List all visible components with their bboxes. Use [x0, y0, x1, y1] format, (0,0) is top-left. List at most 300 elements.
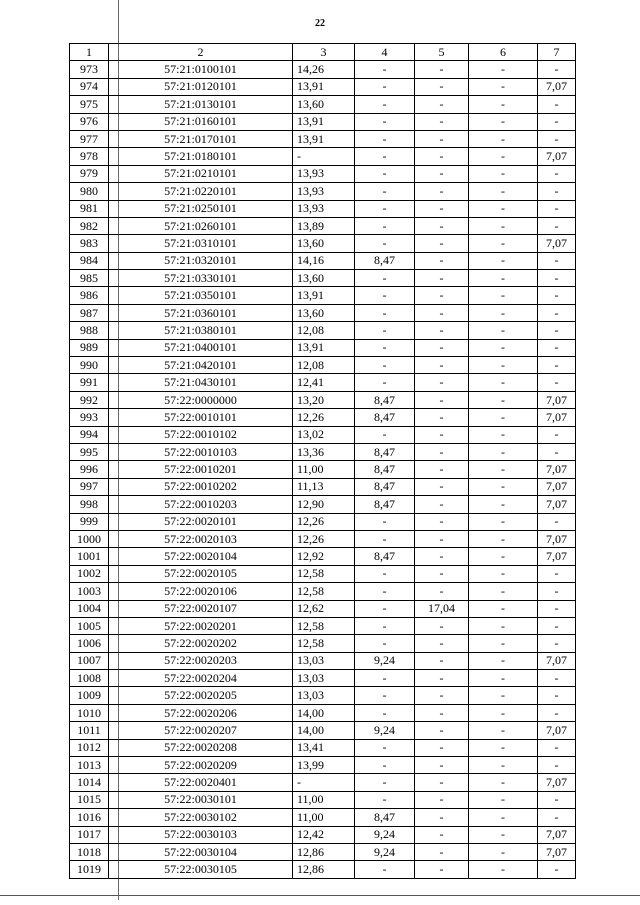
table-cell: 991	[70, 374, 109, 391]
table-cell: -	[415, 548, 469, 565]
table-cell: 57:21:0400101	[109, 339, 293, 356]
table-cell: 1015	[70, 791, 109, 808]
table-cell: -	[355, 617, 415, 634]
table-cell: -	[469, 496, 538, 513]
table-cell: 1017	[70, 826, 109, 843]
table-cell: -	[469, 548, 538, 565]
table-cell: 57:21:0360101	[109, 304, 293, 321]
table-cell: 998	[70, 496, 109, 513]
table-cell: 9,24	[355, 652, 415, 669]
table-cell: 57:22:0020103	[109, 530, 293, 547]
table-cell: 997	[70, 478, 109, 495]
table-cell: 989	[70, 339, 109, 356]
table-cell: -	[538, 513, 576, 530]
table-cell: 57:21:0310101	[109, 235, 293, 252]
table-cell: 57:22:0020101	[109, 513, 293, 530]
table-cell: -	[415, 687, 469, 704]
table-cell: -	[538, 583, 576, 600]
table-cell: -	[469, 861, 538, 878]
table-cell: 57:22:0020205	[109, 687, 293, 704]
table-cell: 57:21:0130101	[109, 96, 293, 113]
table-cell: 996	[70, 461, 109, 478]
table-cell: -	[538, 374, 576, 391]
table-cell: 12,08	[293, 322, 355, 339]
table-cell: 7,07	[538, 826, 576, 843]
table-cell: 57:22:0020105	[109, 565, 293, 582]
table-cell: -	[469, 270, 538, 287]
table-cell: 11,13	[293, 478, 355, 495]
table-row	[70, 548, 576, 565]
table-cell: -	[415, 165, 469, 182]
table-cell: 13,20	[293, 391, 355, 408]
table-cell: -	[415, 861, 469, 878]
table-row	[70, 704, 576, 721]
table-cell: 57:22:0020104	[109, 548, 293, 565]
table-cell: -	[538, 617, 576, 634]
table-cell: 7,07	[538, 78, 576, 95]
table-cell: -	[355, 113, 415, 130]
table-cell: -	[469, 217, 538, 234]
table-cell: 992	[70, 391, 109, 408]
table-cell: 8,47	[355, 252, 415, 269]
table-cell: -	[415, 148, 469, 165]
table-cell: 13,91	[293, 78, 355, 95]
table-cell: 12,62	[293, 600, 355, 617]
table-row	[70, 496, 576, 513]
table-row	[70, 113, 576, 130]
table-cell: -	[355, 600, 415, 617]
table-cell: -	[415, 304, 469, 321]
table-cell: 57:22:0020401	[109, 774, 293, 791]
table-cell: -	[469, 530, 538, 547]
table-cell: 12,08	[293, 357, 355, 374]
table-cell: 1004	[70, 600, 109, 617]
table-cell: -	[415, 635, 469, 652]
table-cell: 13,93	[293, 183, 355, 200]
table-cell: 13,89	[293, 217, 355, 234]
scan-bottom-line	[0, 895, 640, 896]
table-cell: 1000	[70, 530, 109, 547]
table-cell: -	[355, 357, 415, 374]
table-cell: 57:21:0350101	[109, 287, 293, 304]
table-cell: -	[538, 757, 576, 774]
table-row	[70, 652, 576, 669]
table-cell: 1012	[70, 739, 109, 756]
table-cell: 13,91	[293, 130, 355, 147]
table-cell: -	[538, 687, 576, 704]
table-cell: -	[355, 635, 415, 652]
table-cell: 13,60	[293, 270, 355, 287]
table-cell: -	[415, 791, 469, 808]
table-cell: 990	[70, 357, 109, 374]
table-cell: -	[415, 443, 469, 460]
table-cell: 988	[70, 322, 109, 339]
table-cell: 1003	[70, 583, 109, 600]
table-cell: -	[469, 687, 538, 704]
table-cell: 57:21:0250101	[109, 200, 293, 217]
table-cell: -	[355, 217, 415, 234]
table-header-row	[70, 44, 576, 61]
table-cell: 57:22:0020107	[109, 600, 293, 617]
table-cell: 14,26	[293, 61, 355, 78]
table-cell: 17,04	[415, 600, 469, 617]
table-cell: 7,07	[538, 235, 576, 252]
table-cell: 1018	[70, 843, 109, 860]
table-cell: 12,58	[293, 617, 355, 634]
table-cell: -	[355, 148, 415, 165]
table-cell: -	[538, 357, 576, 374]
table-cell: -	[415, 96, 469, 113]
table-cell: 12,26	[293, 409, 355, 426]
table-row	[70, 513, 576, 530]
table-cell: 57:21:0170101	[109, 130, 293, 147]
table-row	[70, 96, 576, 113]
table-cell: -	[355, 339, 415, 356]
table-row	[70, 687, 576, 704]
table-cell: -	[355, 426, 415, 443]
table-cell: 12,26	[293, 513, 355, 530]
table-cell: -	[469, 791, 538, 808]
table-cell: -	[415, 826, 469, 843]
table-cell: -	[415, 461, 469, 478]
table-row	[70, 722, 576, 739]
table-cell: 8,47	[355, 409, 415, 426]
table-cell: 986	[70, 287, 109, 304]
table-cell: 8,47	[355, 461, 415, 478]
table-cell: 979	[70, 165, 109, 182]
column-header: 3	[293, 44, 355, 61]
table-row	[70, 565, 576, 582]
table-cell: -	[538, 61, 576, 78]
table-cell: -	[469, 409, 538, 426]
table-row	[70, 391, 576, 408]
table-cell: -	[538, 600, 576, 617]
table-cell: -	[469, 374, 538, 391]
table-cell: -	[355, 565, 415, 582]
table-cell: -	[469, 113, 538, 130]
table-cell: -	[469, 322, 538, 339]
table-cell: -	[538, 426, 576, 443]
table-cell: -	[355, 583, 415, 600]
table-cell: -	[415, 478, 469, 495]
table-row	[70, 826, 576, 843]
table-cell: 57:22:0000000	[109, 391, 293, 408]
table-cell: -	[538, 791, 576, 808]
table-cell: 57:21:0160101	[109, 113, 293, 130]
table-cell: -	[538, 322, 576, 339]
table-cell: 57:22:0020202	[109, 635, 293, 652]
table-cell: 13,60	[293, 96, 355, 113]
table-cell: 13,91	[293, 113, 355, 130]
table-cell: 9,24	[355, 722, 415, 739]
table-row	[70, 148, 576, 165]
table-cell: 1006	[70, 635, 109, 652]
table-row	[70, 217, 576, 234]
table-cell: -	[469, 478, 538, 495]
table-cell: -	[355, 96, 415, 113]
table-cell: 11,00	[293, 461, 355, 478]
table-cell: 1008	[70, 670, 109, 687]
table-cell: 1009	[70, 687, 109, 704]
table-cell: -	[538, 130, 576, 147]
table-cell: -	[469, 287, 538, 304]
table-cell: -	[415, 496, 469, 513]
table-cell: 978	[70, 148, 109, 165]
table-cell: -	[415, 270, 469, 287]
table-cell: 984	[70, 252, 109, 269]
table-cell: 57:21:0180101	[109, 148, 293, 165]
table-cell: 57:22:0020207	[109, 722, 293, 739]
table-cell: -	[469, 461, 538, 478]
table-cell: 1002	[70, 565, 109, 582]
table-cell: -	[538, 809, 576, 826]
table-cell: 995	[70, 443, 109, 460]
table-cell: -	[538, 704, 576, 721]
table-cell: -	[293, 774, 355, 791]
table-row	[70, 78, 576, 95]
table-cell: -	[355, 670, 415, 687]
table-row	[70, 200, 576, 217]
table-cell: -	[538, 96, 576, 113]
table-cell: 1014	[70, 774, 109, 791]
table-cell: 993	[70, 409, 109, 426]
table-cell: -	[415, 670, 469, 687]
table-row	[70, 409, 576, 426]
table-body	[70, 61, 576, 878]
table-cell: -	[538, 183, 576, 200]
table-cell: 57:22:0020209	[109, 757, 293, 774]
table-cell: 974	[70, 78, 109, 95]
table-cell: -	[355, 739, 415, 756]
table-cell: -	[469, 252, 538, 269]
table-cell: -	[538, 200, 576, 217]
table-cell: 1011	[70, 722, 109, 739]
table-cell: -	[469, 78, 538, 95]
table-cell: -	[469, 391, 538, 408]
table-row	[70, 252, 576, 269]
table-cell: 57:21:0330101	[109, 270, 293, 287]
table-cell: 57:21:0210101	[109, 165, 293, 182]
table-cell: -	[469, 235, 538, 252]
table-cell: -	[415, 530, 469, 547]
table-cell: 11,00	[293, 791, 355, 808]
table-cell: 7,07	[538, 652, 576, 669]
table-cell: -	[415, 843, 469, 860]
table-cell: 57:22:0030104	[109, 843, 293, 860]
table-cell: -	[538, 304, 576, 321]
table-cell: -	[415, 113, 469, 130]
table-cell: 7,07	[538, 478, 576, 495]
table-row	[70, 270, 576, 287]
table-cell: 57:22:0010102	[109, 426, 293, 443]
column-header: 7	[538, 44, 576, 61]
table-cell: 8,47	[355, 478, 415, 495]
table-cell: 12,58	[293, 583, 355, 600]
table-cell: 57:22:0030101	[109, 791, 293, 808]
table-cell: -	[415, 183, 469, 200]
table-cell: -	[355, 78, 415, 95]
table-row	[70, 530, 576, 547]
table-cell: -	[538, 565, 576, 582]
table-cell: -	[538, 339, 576, 356]
column-header: 4	[355, 44, 415, 61]
table-cell: -	[538, 165, 576, 182]
table-cell: 12,90	[293, 496, 355, 513]
table-cell: -	[355, 235, 415, 252]
table-cell: -	[415, 617, 469, 634]
table-cell: -	[355, 304, 415, 321]
table-cell: -	[355, 861, 415, 878]
column-header: 6	[469, 44, 538, 61]
column-header: 5	[415, 44, 469, 61]
table-cell: -	[469, 426, 538, 443]
table-cell: 994	[70, 426, 109, 443]
table-cell: -	[469, 704, 538, 721]
table-cell: 57:21:0120101	[109, 78, 293, 95]
table-cell: 13,60	[293, 304, 355, 321]
table-cell: -	[469, 652, 538, 669]
table-row	[70, 165, 576, 182]
table-row	[70, 809, 576, 826]
table-cell: -	[415, 774, 469, 791]
table-row	[70, 617, 576, 634]
table-cell: 12,58	[293, 635, 355, 652]
table-cell: -	[538, 739, 576, 756]
table-cell: 7,07	[538, 774, 576, 791]
table-cell: -	[415, 391, 469, 408]
table-row	[70, 357, 576, 374]
table-cell: 57:22:0010101	[109, 409, 293, 426]
table-cell: 8,47	[355, 443, 415, 460]
table-cell: 57:22:0010203	[109, 496, 293, 513]
table-cell: 57:22:0020204	[109, 670, 293, 687]
table-cell: -	[355, 374, 415, 391]
table-cell: 7,07	[538, 391, 576, 408]
table-cell: 57:22:0030102	[109, 809, 293, 826]
table-cell: 14,16	[293, 252, 355, 269]
table-cell: 13,03	[293, 652, 355, 669]
table-cell: -	[355, 270, 415, 287]
table-row	[70, 739, 576, 756]
table-cell: 8,47	[355, 809, 415, 826]
table-cell: -	[355, 165, 415, 182]
table-cell: 985	[70, 270, 109, 287]
table-cell: 57:21:0100101	[109, 61, 293, 78]
table-cell: -	[469, 357, 538, 374]
table-cell: 1007	[70, 652, 109, 669]
table-cell: 973	[70, 61, 109, 78]
table-cell: -	[538, 861, 576, 878]
table-cell: 12,86	[293, 843, 355, 860]
table-row	[70, 304, 576, 321]
table-cell: -	[355, 287, 415, 304]
table-cell: 8,47	[355, 548, 415, 565]
table-cell: -	[469, 130, 538, 147]
table-cell: 7,07	[538, 530, 576, 547]
table-row	[70, 322, 576, 339]
table-row	[70, 583, 576, 600]
table-cell: -	[415, 652, 469, 669]
table-cell: 13,91	[293, 287, 355, 304]
table-row	[70, 339, 576, 356]
table-cell: -	[469, 635, 538, 652]
table-cell: -	[415, 357, 469, 374]
table-cell: 7,07	[538, 148, 576, 165]
table-cell: -	[415, 739, 469, 756]
table-row	[70, 478, 576, 495]
table-cell: 57:22:0020203	[109, 652, 293, 669]
table-cell: 987	[70, 304, 109, 321]
table-cell: 8,47	[355, 391, 415, 408]
table-cell: -	[415, 409, 469, 426]
table-cell: 1019	[70, 861, 109, 878]
table-cell: -	[355, 704, 415, 721]
table-cell: -	[538, 635, 576, 652]
table-row	[70, 757, 576, 774]
table-cell: -	[538, 270, 576, 287]
table-cell: 57:22:0020206	[109, 704, 293, 721]
table-cell: -	[538, 113, 576, 130]
table-cell: -	[415, 217, 469, 234]
table-cell: 57:21:0220101	[109, 183, 293, 200]
table-cell: 13,93	[293, 165, 355, 182]
table-row	[70, 861, 576, 878]
table-cell: 7,07	[538, 409, 576, 426]
table-cell: 1005	[70, 617, 109, 634]
table-cell: -	[355, 530, 415, 547]
table-cell: -	[415, 583, 469, 600]
table-cell: 57:22:0010201	[109, 461, 293, 478]
table-cell: 12,41	[293, 374, 355, 391]
table-cell: 9,24	[355, 826, 415, 843]
table-cell: -	[355, 687, 415, 704]
table-cell: -	[469, 200, 538, 217]
table-cell: -	[355, 130, 415, 147]
table-cell: -	[415, 287, 469, 304]
table-row	[70, 287, 576, 304]
table-cell: 57:22:0020106	[109, 583, 293, 600]
table-cell: -	[469, 304, 538, 321]
table-cell: 976	[70, 113, 109, 130]
table-row	[70, 461, 576, 478]
table-cell: -	[415, 322, 469, 339]
table-cell: -	[469, 809, 538, 826]
table-cell: -	[355, 61, 415, 78]
table-cell: 975	[70, 96, 109, 113]
table-cell: 57:22:0020201	[109, 617, 293, 634]
table-cell: 1001	[70, 548, 109, 565]
table-cell: 1010	[70, 704, 109, 721]
column-header: 2	[109, 44, 293, 61]
table-cell: -	[469, 600, 538, 617]
table-cell: -	[415, 200, 469, 217]
table-cell: -	[415, 426, 469, 443]
table-cell: -	[415, 722, 469, 739]
table-cell: -	[415, 704, 469, 721]
table-cell: 13,91	[293, 339, 355, 356]
table-cell: -	[469, 617, 538, 634]
table-cell: -	[355, 183, 415, 200]
table-cell: -	[469, 513, 538, 530]
table-cell: 12,92	[293, 548, 355, 565]
table-cell: 999	[70, 513, 109, 530]
table-cell: -	[469, 739, 538, 756]
table-cell: 57:21:0320101	[109, 252, 293, 269]
table-cell: 12,26	[293, 530, 355, 547]
table-cell: 13,02	[293, 426, 355, 443]
table-cell: -	[355, 774, 415, 791]
table-cell: -	[469, 148, 538, 165]
